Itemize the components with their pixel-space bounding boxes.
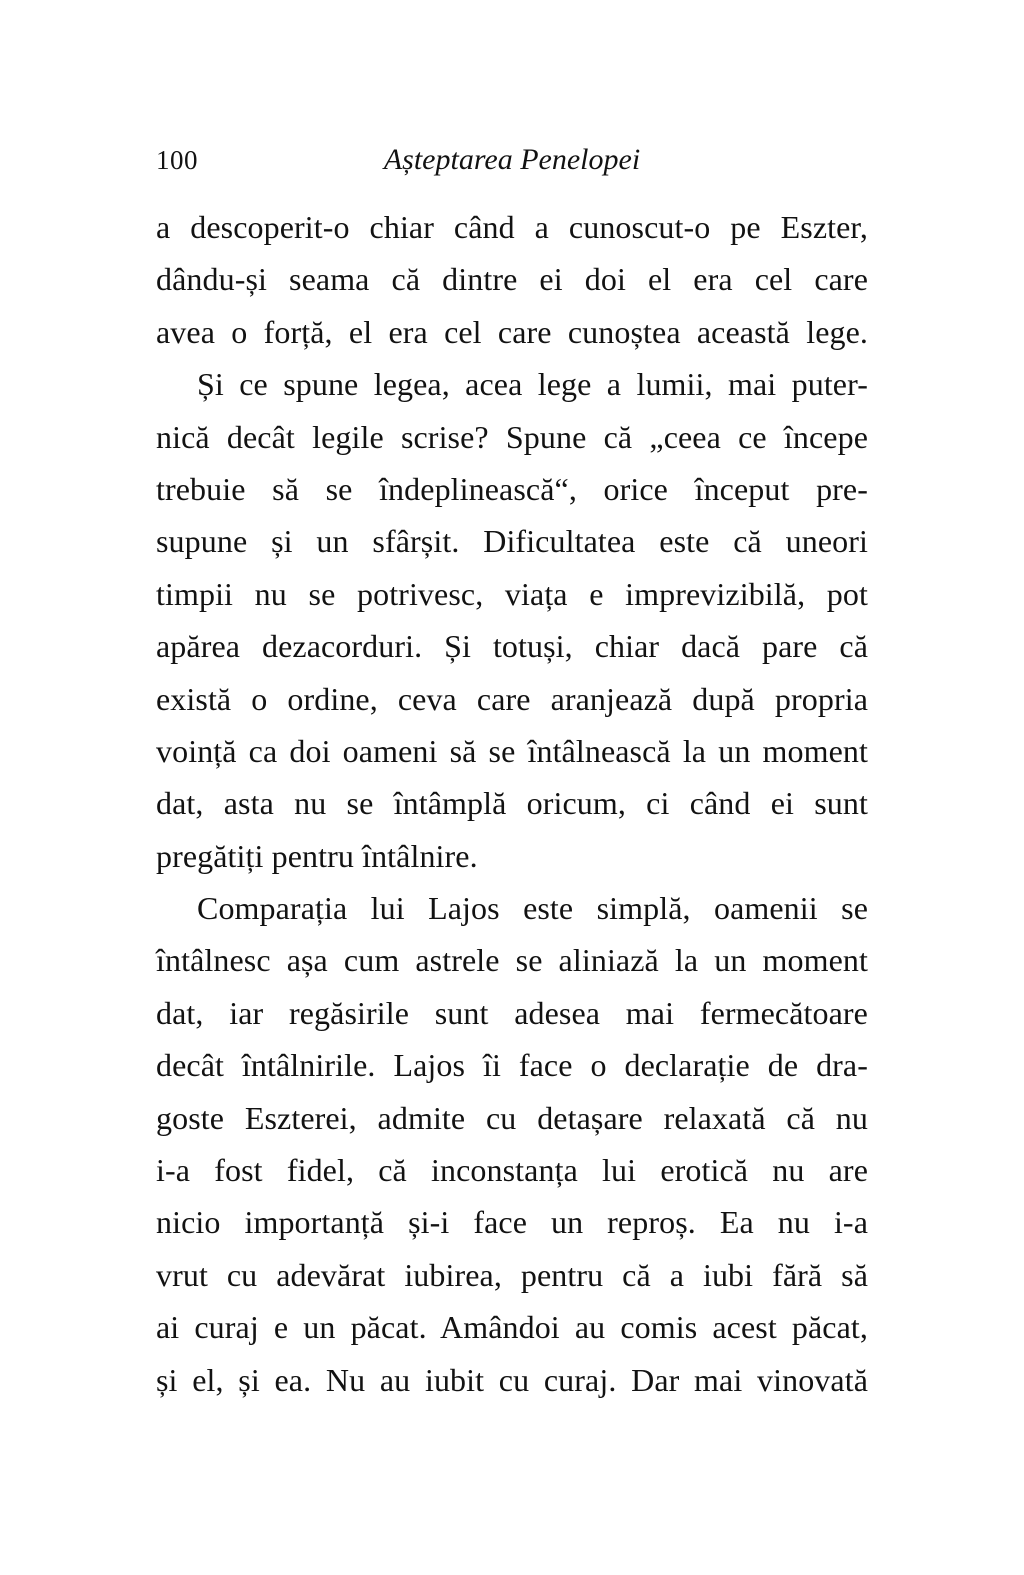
- running-header: [156, 143, 868, 179]
- text-line: apărea dezacorduri. Și totuși, chiar dacă pare că: [156, 628, 868, 665]
- paragraph: [156, 882, 868, 1406]
- text-line: pregătiți pentru întâlnire.: [156, 837, 478, 874]
- text-line: i-a fost fidel, că inconstanța lui erotică nu are: [156, 1152, 868, 1189]
- text-line: Și ce spune legea, acea lege a lumii, mai puter-: [197, 366, 868, 403]
- text-line: nicio importanță și-i face un reproș. Ea nu i-a: [156, 1204, 868, 1241]
- text-line: ai curaj e un păcat. Amândoi au comis acest păcat,: [156, 1309, 868, 1346]
- text-line: trebuie să se îndeplinească“, orice început pre-: [156, 470, 868, 507]
- text-line: și el, și ea. Nu au iubit cu curaj. Dar mai vinovată: [156, 1361, 868, 1398]
- text-line: goste Eszterei, admite cu detașare relaxată că nu: [156, 1099, 868, 1136]
- text-line: avea o forță, el era cel care cunoștea această lege.: [156, 313, 868, 350]
- text-line: voință ca doi oameni să se întâlnească la un moment: [156, 732, 868, 769]
- text-line: dat, asta nu se întâmplă oricum, ci când ei sunt: [156, 785, 868, 822]
- paragraph: [156, 201, 868, 358]
- page-number: 100: [156, 145, 198, 175]
- text-line: există o ordine, ceva care aranjează după propria: [156, 680, 868, 717]
- text-line: dându-și seama că dintre ei doi el era cel care: [156, 261, 868, 298]
- text-line: decât întâlnirile. Lajos îi face o declarație de dra-: [156, 1047, 868, 1084]
- text-line: întâlnesc așa cum astrele se aliniază la un moment: [156, 942, 868, 979]
- text-line: Comparația lui Lajos este simplă, oamenii se: [197, 890, 868, 927]
- text-line: vrut cu adevărat iubirea, pentru că a iubi fără să: [156, 1256, 868, 1293]
- text-line: nică decât legile scrise? Spune că „ceea ce începe: [156, 418, 868, 455]
- text-line: supune și un sfârșit. Dificultatea este că uneori: [156, 523, 868, 560]
- body-text: [156, 201, 868, 1406]
- text-line: dat, iar regăsirile sunt adesea mai fermecătoare: [156, 994, 868, 1031]
- paragraph: [156, 358, 868, 882]
- text-line: a descoperit-o chiar când a cunoscut-o pe Eszter,: [156, 209, 868, 245]
- text-line: timpii nu se potrivesc, viața e imprevizibilă, pot: [156, 575, 868, 612]
- running-title: Așteptarea Penelopei: [383, 143, 641, 176]
